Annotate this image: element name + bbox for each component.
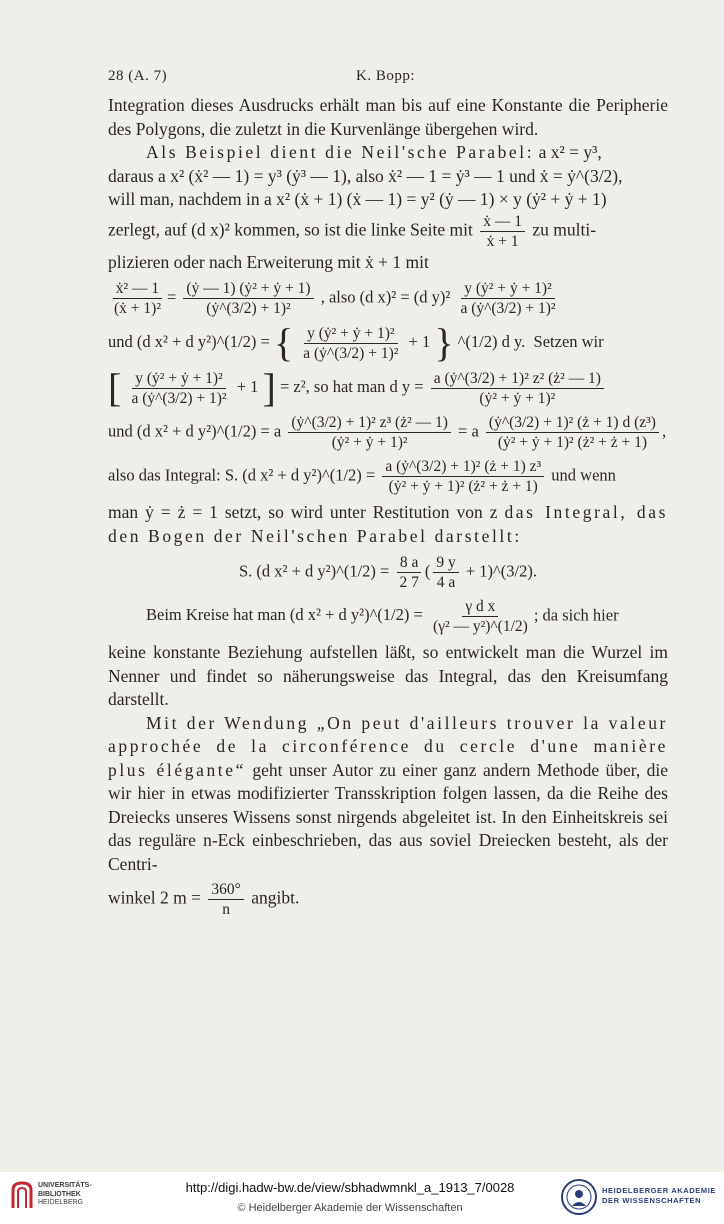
fraction bbox=[430, 597, 531, 636]
paragraph-example bbox=[108, 141, 668, 165]
text-span: zerlegt, auf (d x)² kommen, so ist die linke Seite mit bbox=[108, 219, 473, 240]
text-span: geht unser Autor zu einer ganz andern Methode über, die wir hier in etwas modifizierter Transskription folgen lassen, da die Reihe des Dreiecks unseres Wissens sonst nirgends abgeleitet ist. In den Einheitskreis sei das reguläre n-Eck einbeschrieben, das aus soviel Dreiecken besteht, als der Centri- bbox=[108, 759, 668, 874]
page-number: 28 (A. 7) bbox=[108, 68, 168, 84]
bracket-open: [ bbox=[108, 368, 122, 408]
formula-parabola: a x² = y³, bbox=[538, 142, 602, 162]
fraction-denominator: (ẏ² + ẏ + 1)² (ż² + ż + 1) bbox=[388, 478, 538, 495]
fraction bbox=[111, 279, 164, 318]
equation-6: S. (d x² + d y²)^(1/2) = $\frac{8 a}{2 7}$ ( $\frac{9 y}{4 a}$ + 1)^(3/2). bbox=[239, 554, 537, 591]
spaced-text: Mit der Wendung „On peut d'ailleurs trouver la valeur approchée de la circonférence du cercle d'une manière plus élégante“ bbox=[108, 712, 668, 780]
footer-bar bbox=[0, 1172, 724, 1224]
fraction bbox=[208, 880, 243, 919]
fraction-denominator: 4 a bbox=[436, 574, 456, 591]
academy-line: HEIDELBERGER AKADEMIE bbox=[602, 1186, 716, 1195]
fraction-denominator: (ẏ² + ẏ + 1)² bbox=[479, 389, 556, 407]
running-head: K. Bopp: bbox=[356, 68, 416, 84]
university-library-logo-icon bbox=[10, 1180, 34, 1210]
fraction-numerator: y (ẏ² + ẏ + 1)² bbox=[132, 369, 225, 389]
text-span: ; da sich hier bbox=[533, 605, 619, 625]
text-span: ^(1/2) d y. bbox=[457, 331, 526, 351]
text-span: = a bbox=[458, 421, 479, 441]
fraction bbox=[128, 369, 229, 408]
brace-close: } bbox=[434, 323, 454, 363]
text-span: Beim Kreise hat man (d x² + d y²)^(1/2) = bbox=[146, 605, 423, 625]
paragraph-keine-konstante: keine konstante Beziehung aufstellen läßt, so entwickelt man die Wurzel im Nenner und findet so näherungsweise das Integral, das den Kreisumfang darstellt. bbox=[108, 642, 668, 709]
paragraph-zerlegt bbox=[108, 212, 668, 251]
ub-line: HEIDELBERG bbox=[38, 1199, 84, 1206]
text-span: Setzen wir bbox=[533, 331, 604, 351]
paragraph-man-setzt bbox=[108, 501, 668, 548]
equation-2 bbox=[108, 323, 668, 363]
academy-name bbox=[602, 1186, 716, 1206]
text-span: + 1)^(3/2). bbox=[465, 561, 537, 581]
fraction-denominator: (ẏ² + ẏ + 1)² bbox=[331, 434, 408, 451]
fraction-numerator: a (ẏ^(3/2) + 1)² z² (ż² — 1) bbox=[431, 369, 604, 389]
fraction-denominator: a (ẏ^(3/2) + 1)² bbox=[460, 300, 556, 317]
fraction-denominator: 2 7 bbox=[399, 574, 419, 591]
fraction bbox=[288, 413, 451, 452]
ub-line: UNIVERSITÄTS- bbox=[38, 1182, 92, 1189]
fraction-numerator: ẋ — 1 bbox=[480, 212, 525, 232]
fraction-denominator: ẋ + 1 bbox=[486, 232, 519, 250]
fraction-denominator: (ẋ + 1)² bbox=[114, 300, 161, 317]
fraction bbox=[397, 553, 422, 592]
fraction-numerator: 9 y bbox=[433, 553, 458, 573]
paragraph-will-man: will man, nachdem in a x² (ẋ + 1) (ẋ — 1) = y² (ẏ — 1) × y (ẏ² + ẏ + 1) bbox=[108, 189, 607, 209]
text-span: also das Integral: S. (d x² + d y²)^(1/2) = bbox=[108, 465, 376, 485]
text-span: zu multi- bbox=[532, 219, 597, 240]
permalink-url[interactable]: http://digi.hadw-bw.de/view/sbhadwmnkl_a_1913_7/0028 bbox=[185, 1180, 515, 1195]
fraction-denominator: n bbox=[222, 901, 230, 918]
text-span: + 1 bbox=[408, 331, 431, 351]
fraction-numerator: ẋ² — 1 bbox=[113, 279, 162, 299]
fraction-numerator: 360° bbox=[208, 880, 243, 900]
spaced-text: Als Beispiel dient die Neil'sche Parabel: bbox=[146, 142, 535, 162]
fraction-numerator: (ẏ — 1) (ẏ² + ẏ + 1) bbox=[183, 279, 313, 299]
academy-seal-icon bbox=[560, 1178, 598, 1216]
fraction-numerator: y (ẏ² + ẏ + 1)² bbox=[461, 279, 554, 299]
text-span: man ẏ = ż = 1 setzt, so wird unter Restitution von z bbox=[108, 502, 498, 522]
fraction-denominator: a (ẏ^(3/2) + 1)² bbox=[303, 344, 399, 362]
fraction-numerator: (ẏ^(3/2) + 1)² (ż + 1) d (z³) bbox=[486, 413, 659, 433]
equation-1: $\frac{\text{ẋ² — 1}}{\text{(ẋ + 1)²}}$ = $\frac{\text{(ẏ — 1) (ẏ² + ẏ + 1)}}{\text{(ẏ\textasciicircum{}(3/2) + 1)²}}$ , also (d x)² = (d y)² $\frac{\text{y (ẏ² + ẏ + 1)²}}{\text{a (ẏ\textasciicircum{}(3/2) + 1)²}}$ bbox=[108, 279, 668, 318]
text-span: , also (d x)² = (d y)² bbox=[320, 287, 451, 307]
paragraph-winkel bbox=[108, 880, 668, 919]
fraction-denominator: (γ² — y²)^(1/2) bbox=[432, 618, 528, 635]
ub-line: BIBLIOTHEK bbox=[38, 1190, 81, 1198]
fraction bbox=[431, 369, 604, 408]
text-span: = z², so hat man d y = bbox=[279, 376, 424, 396]
page-body bbox=[108, 94, 668, 919]
university-library-name bbox=[38, 1182, 92, 1208]
text-span: winkel 2 m = bbox=[108, 887, 201, 908]
fraction bbox=[183, 279, 313, 318]
text-span: und (d x² + d y²)^(1/2) = a bbox=[108, 421, 282, 441]
equation-3 bbox=[108, 368, 668, 408]
paragraph-daraus: daraus a x² (ẋ² — 1) = y³ (ẏ³ — 1), also ẋ² — 1 = ẏ³ — 1 und ẋ = ẏ^(3/2), bbox=[108, 165, 623, 186]
fraction-numerator: (ẏ^(3/2) + 1)² z³ (ż² — 1) bbox=[288, 413, 451, 433]
equation-5 bbox=[108, 457, 668, 496]
fraction bbox=[382, 457, 544, 496]
fraction-denominator: a (ẏ^(3/2) + 1)² bbox=[131, 389, 227, 407]
bracket-close: ] bbox=[262, 368, 276, 408]
text-span: + 1 bbox=[236, 376, 259, 396]
fraction-numerator: 8 a bbox=[397, 553, 422, 573]
equation-7 bbox=[108, 597, 668, 636]
fraction-numerator: γ d x bbox=[462, 597, 498, 617]
fraction-denominator: (ẏ² + ẏ + 1)² (ż² + ż + 1) bbox=[497, 434, 648, 451]
equation-4 bbox=[108, 413, 668, 452]
paragraph-plizieren: plizieren oder nach Erweiterung mit ẋ + 1 mit bbox=[108, 251, 429, 272]
brace-open: { bbox=[273, 323, 294, 363]
fraction-numerator: y (ẏ² + ẏ + 1)² bbox=[304, 324, 397, 344]
fraction-denominator: (ẏ^(3/2) + 1)² bbox=[206, 300, 291, 317]
copyright-notice: © Heidelberger Akademie der Wissenschaften bbox=[237, 1202, 463, 1214]
fraction bbox=[433, 553, 458, 592]
fraction-numerator: a (ẏ^(3/2) + 1)² (ż + 1) z³ bbox=[382, 457, 544, 477]
academy-line: DER WISSENSCHAFTEN bbox=[602, 1196, 702, 1205]
text-span: angibt. bbox=[251, 887, 300, 908]
text-span: , bbox=[661, 421, 667, 441]
fraction bbox=[486, 413, 659, 452]
text-span: und (d x² + d y²)^(1/2) = bbox=[108, 331, 270, 351]
text-span: S. (d x² + d y²)^(1/2) = bbox=[239, 561, 390, 581]
fraction bbox=[457, 279, 558, 318]
fraction bbox=[300, 324, 401, 363]
spaced-text: das Integral, das den Bogen der Neil'schen Parabel darstellt: bbox=[108, 502, 668, 546]
fraction bbox=[480, 212, 525, 251]
text-span: und wenn bbox=[551, 465, 616, 485]
paragraph-wendung bbox=[108, 712, 668, 877]
paragraph-integration: Integration dieses Ausdrucks erhält man bis auf eine Konstante die Peripherie des Polygons, die zuletzt in die Kurvenlänge übergehen wird. bbox=[108, 95, 668, 139]
